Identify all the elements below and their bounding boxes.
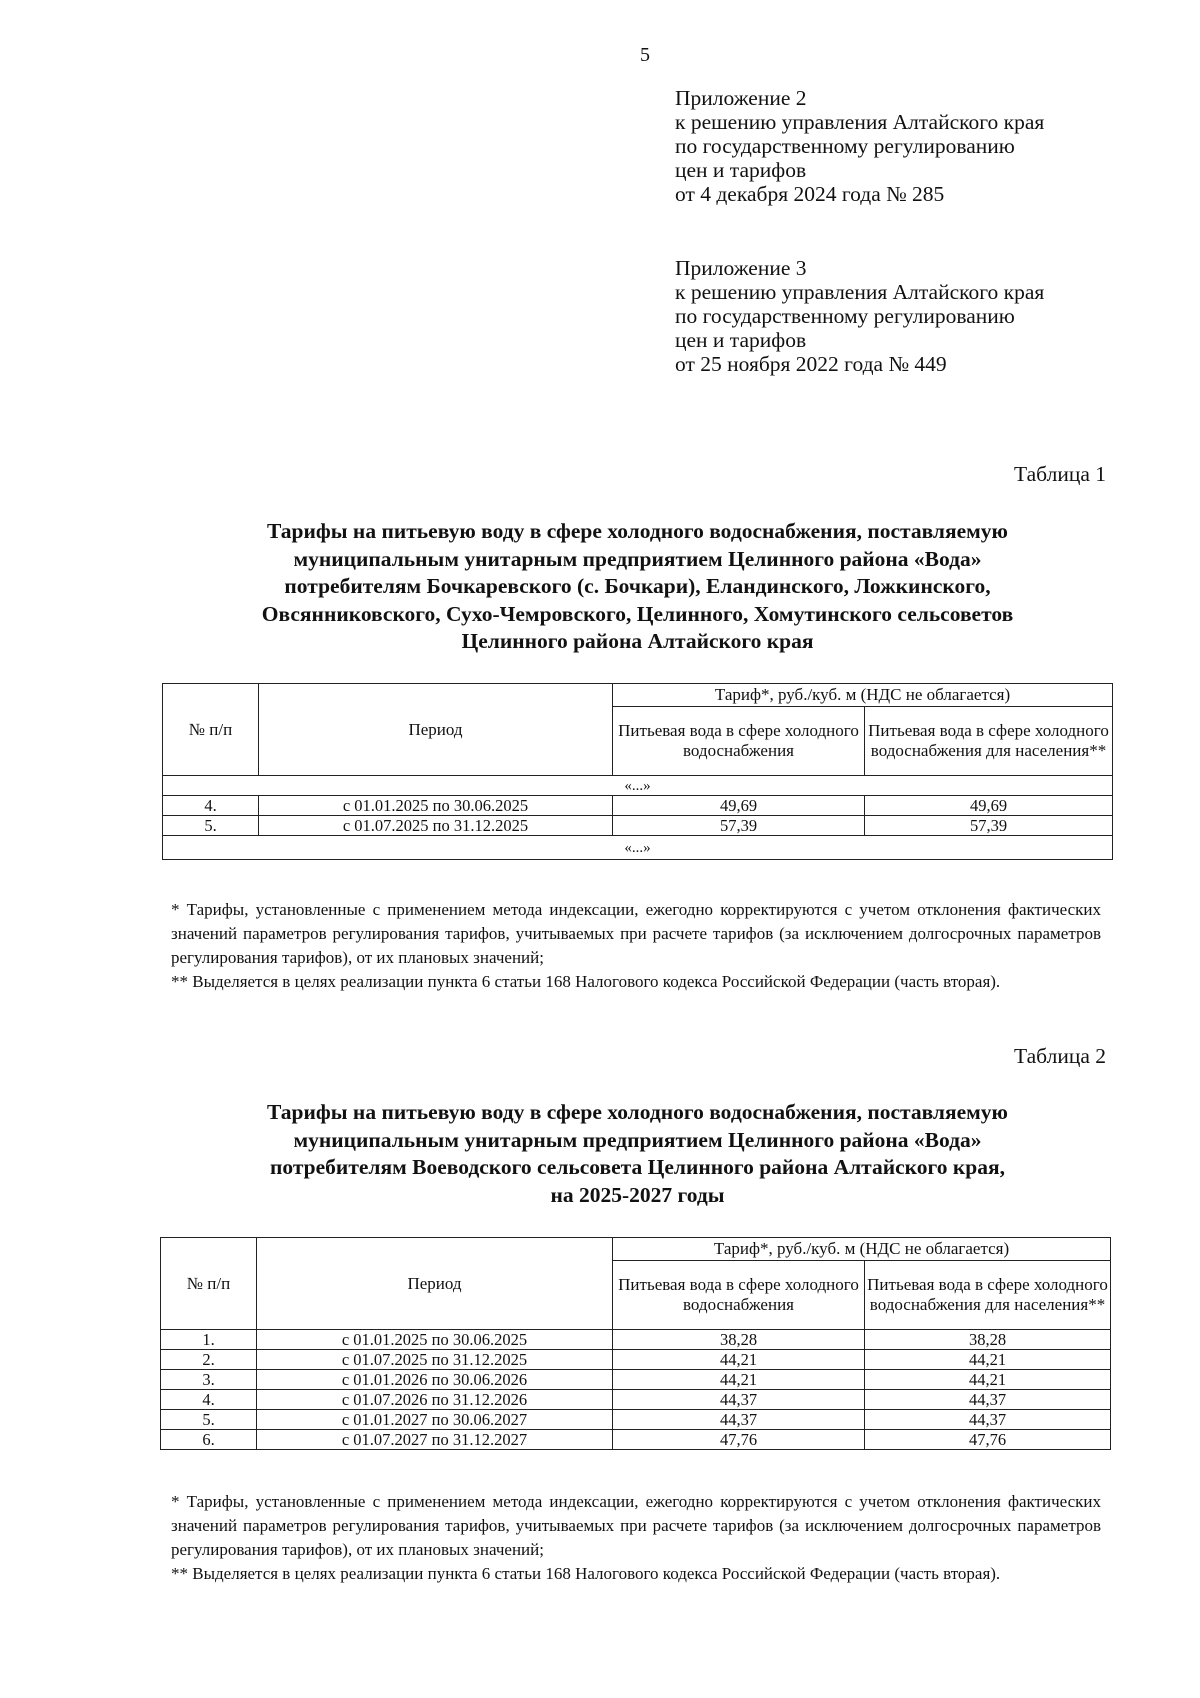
table-row [163, 816, 1113, 836]
row-period: с 01.01.2027 по 30.06.2027 [257, 1410, 613, 1430]
appendix-3-line: Приложение 3 [675, 256, 807, 280]
header-tariff: Тариф*, руб./куб. м (НДС не облагается) [613, 1238, 1111, 1261]
header-period: Период [259, 684, 613, 776]
header-num: № п/п [163, 684, 259, 776]
row-value-drinking-water: 38,28 [613, 1330, 865, 1350]
tariff-table-2 [160, 1237, 1111, 1450]
table-1-footnotes [171, 898, 1101, 994]
row-value-population: 44,37 [865, 1390, 1111, 1410]
row-period: с 01.07.2025 по 31.12.2025 [257, 1350, 613, 1370]
header-drinking-water: Питьевая вода в сфере холодного водоснабжения [613, 1261, 865, 1330]
appendix-3-line: по государственному регулированию [675, 304, 1015, 328]
table-2-title-line: муниципальным унитарным предприятием Целинного района «Вода» [293, 1127, 982, 1152]
table-1-title [160, 518, 1115, 656]
row-num: 4. [161, 1390, 257, 1410]
appendix-3-line: цен и тарифов [675, 328, 807, 352]
row-period: с 01.07.2027 по 31.12.2027 [257, 1430, 613, 1450]
appendix-2-line: Приложение 2 [675, 86, 807, 110]
table-row [161, 1330, 1111, 1350]
row-period: с 01.07.2026 по 31.12.2026 [257, 1390, 613, 1410]
header-drinking-water: Питьевая вода в сфере холодного водоснабжения [613, 707, 865, 776]
row-value-population: 47,76 [865, 1430, 1111, 1450]
row-value-population: 57,39 [865, 816, 1113, 836]
row-value-drinking-water: 47,76 [613, 1430, 865, 1450]
table-1-title-line: потребителям Бочкаревского (с. Бочкари), Еландинского, Ложкинского, [284, 574, 991, 598]
row-value-population: 44,21 [865, 1350, 1111, 1370]
table-1-title-line: Целинного района Алтайского края [461, 629, 814, 653]
row-num: 5. [161, 1410, 257, 1430]
row-value-population: 44,21 [865, 1370, 1111, 1390]
appendix-3-header [675, 256, 1044, 376]
page-number: 5 [640, 44, 650, 66]
footnote-tariffs: * Тарифы, установленные с применением метода индексации, ежегодно корректируются с учетом отклонения фактических значений параметров регулирования тарифов, учитываемых при расчете тарифов (за исключением долгосрочных параметров регулирования тарифов), от их плановых значений; [171, 900, 1101, 967]
row-num: 4. [163, 796, 259, 816]
table-1-title-line: Тарифы на питьевую воду в сфере холодного водоснабжения, поставляемую [267, 519, 1008, 543]
row-period: с 01.01.2025 по 30.06.2025 [259, 796, 613, 816]
header-drinking-water-population: Питьевая вода в сфере холодного водоснабжения для населения** [865, 1261, 1111, 1330]
table-row [161, 1390, 1111, 1410]
row-value-population: 38,28 [865, 1330, 1111, 1350]
table-1-title-line: Овсянниковского, Сухо-Чемровского, Целинного, Хомутинского сельсоветов [261, 601, 1014, 626]
table-row [161, 1430, 1111, 1450]
table-1-label: Таблица 1 [1014, 462, 1106, 486]
header-drinking-water-population: Питьевая вода в сфере холодного водоснабжения для населения** [865, 707, 1113, 776]
table-2-title [160, 1099, 1115, 1209]
row-value-drinking-water: 57,39 [613, 816, 865, 836]
table-row [161, 1410, 1111, 1430]
appendix-2-line: к решению управления Алтайского края [675, 110, 1045, 134]
table-2-title-line: Тарифы на питьевую воду в сфере холодного водоснабжения, поставляемую [267, 1100, 1008, 1124]
table-row [161, 1350, 1111, 1370]
appendix-3-line: к решению управления Алтайского края [675, 280, 1045, 304]
ellipsis-row: «...» [163, 836, 1113, 860]
table-row [163, 796, 1113, 816]
appendix-2-header [675, 86, 1044, 206]
row-value-population: 49,69 [865, 796, 1113, 816]
row-num: 6. [161, 1430, 257, 1450]
appendix-3-line: от 25 ноября 2022 года № 449 [675, 352, 947, 376]
table-1-title-line: муниципальным унитарным предприятием Целинного района «Вода» [293, 546, 982, 571]
appendix-2-line: цен и тарифов [675, 158, 807, 182]
tariff-table-1 [162, 683, 1113, 860]
row-period: с 01.01.2026 по 30.06.2026 [257, 1370, 613, 1390]
footnote-vat: ** Выделяется в целях реализации пункта 6 статьи 168 Налогового кодекса Российской Федерации (часть вторая). [171, 972, 1001, 991]
table-2-title-line: потребителям Воеводского сельсовета Целинного района Алтайского края, [270, 1155, 1005, 1179]
table-2-title-line: на 2025-2027 годы [550, 1182, 725, 1207]
row-num: 3. [161, 1370, 257, 1390]
row-value-population: 44,37 [865, 1410, 1111, 1430]
table-2-label: Таблица 2 [1014, 1044, 1106, 1068]
header-period: Период [257, 1238, 613, 1330]
row-period: с 01.01.2025 по 30.06.2025 [257, 1330, 613, 1350]
row-value-drinking-water: 44,37 [613, 1410, 865, 1430]
footnote-vat: ** Выделяется в целях реализации пункта 6 статьи 168 Налогового кодекса Российской Федерации (часть вторая). [171, 1564, 1001, 1583]
table-2-footnotes [171, 1490, 1101, 1586]
row-num: 1. [161, 1330, 257, 1350]
ellipsis-row: «...» [163, 776, 1113, 796]
header-num: № п/п [161, 1238, 257, 1330]
row-value-drinking-water: 44,21 [613, 1370, 865, 1390]
header-tariff: Тариф*, руб./куб. м (НДС не облагается) [613, 684, 1113, 707]
row-value-drinking-water: 44,21 [613, 1350, 865, 1370]
appendix-2-line: по государственному регулированию [675, 134, 1015, 158]
row-value-drinking-water: 49,69 [613, 796, 865, 816]
table-row [161, 1370, 1111, 1390]
row-period: с 01.07.2025 по 31.12.2025 [259, 816, 613, 836]
row-num: 5. [163, 816, 259, 836]
footnote-tariffs: * Тарифы, установленные с применением метода индексации, ежегодно корректируются с учетом отклонения фактических значений параметров регулирования тарифов, учитываемых при расчете тарифов (за исключением долгосрочных параметров регулирования тарифов), от их плановых значений; [171, 1492, 1101, 1559]
row-num: 2. [161, 1350, 257, 1370]
appendix-2-line: от 4 декабря 2024 года № 285 [675, 182, 945, 206]
row-value-drinking-water: 44,37 [613, 1390, 865, 1410]
